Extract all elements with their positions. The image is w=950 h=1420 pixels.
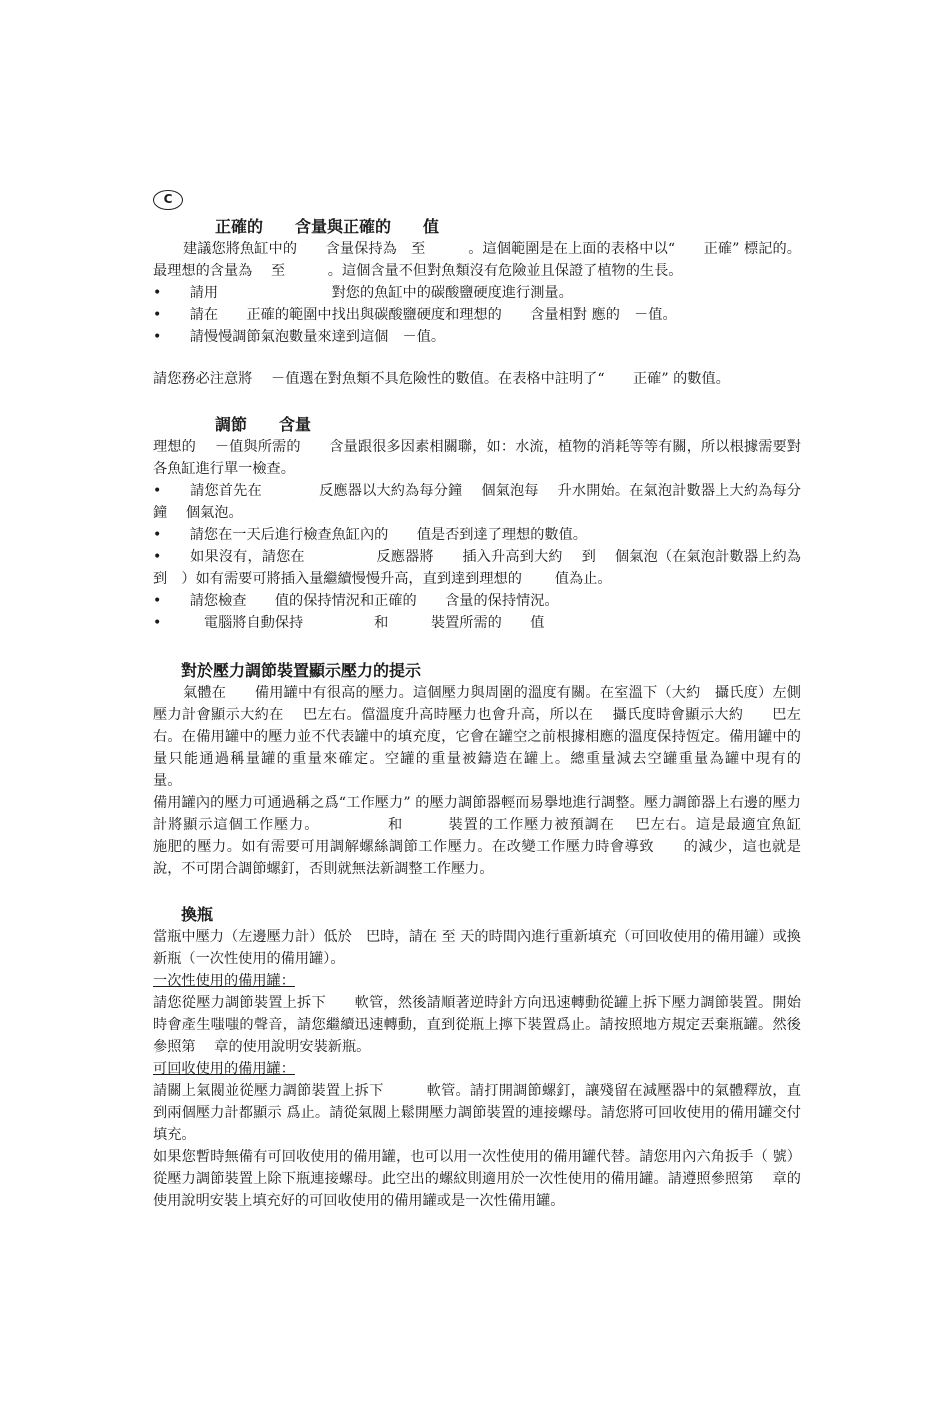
section-title-pressure: 對於壓力調節裝置顯示壓力的提示: [181, 661, 422, 680]
section-title-bottle-change: 換瓶: [181, 905, 214, 924]
subheading-refillable: 可回收使用的備用罐：: [153, 1061, 295, 1077]
bullet-item: • 請您檢查 值的保持情況和正確的 含量的保持情況。: [153, 593, 559, 609]
bullet-item: • 電腦將自動保持 和 裝置所需的 值: [153, 615, 545, 631]
bullet-item: • 請慢慢調節氣泡數量來達到這個 －值。: [153, 329, 446, 345]
pressure-paragraph: 氣體在 備用罐中有很高的壓力。這個壓力與周圍的溫度有關。在室溫下（大約 攝氏度）左側壓力計會顯示大約在 巴左右。儅溫度升高時壓力也會升高，所以在 攝氏度時會顯示大約 巴左右。在備用罐中的壓力並不代表罐中的填充度，它會在罐空之前根據相應的溫度保持恆定。備用罐中的 量只能通過稱量罐的重量來確定。空罐的重量被鑄造在罐上。總重量減去空罐重量為罐中現有的 量。: [153, 685, 830, 789]
bullet-item: • 請在 正確的範圍中找出與碳酸鹽硬度和理想的 含量相對 應的 －值。: [153, 307, 677, 323]
bottle-intro: 當瓶中壓力（左邊壓力計）低於 巴時，請在 至 天的時間內進行重新填充（可回收使用的備用罐）或換新瓶（一次性使用的備用罐）。: [153, 929, 801, 967]
disposable-text: 請您從壓力調節裝置上拆下 軟管，然後請順著逆時針方向迅速轉動從罐上拆下壓力調節裝置。開始時會產生嗤嗤的聲音，請您繼續迅速轉動，直到從瓶上擰下裝置爲止。請按照地方規定丟棄瓶罐。然後參照第 章的使用說明安裝新瓶。: [153, 995, 801, 1055]
bullet-item: • 請您首先在 反應器以大約為每分鐘 個氣泡每 升水開始。在氣泡計數器上大約為每分鐘 個氣泡。: [153, 483, 801, 521]
refillable-text: 請關上氣閥並從壓力調節裝置上拆下 軟管。請打開調節螺釘，讓殘留在減壓器中的氣體釋放，直到兩個壓力計都顯示 爲止。請從氣閥上鬆開壓力調節裝置的連接螺母。請您將可回收使用的備用罐交付填充。: [153, 1083, 801, 1143]
section-title-co2-ph: 正確的 含量與正確的 值: [215, 217, 440, 236]
section-intro: 建議您將魚缸中的 含量保持為 至 。這個範圍是在上面的表格中以“ 正確” 標記的。最理想的含量為 至 。這個含量不但對魚類沒有危險並且保證了植物的生長。: [153, 241, 801, 279]
language-badge: C: [153, 190, 183, 210]
warning-note: 請您務必注意將 －值選在對魚類不具危險性的數值。在表格中註明了“ 正確” 的數值。: [153, 371, 730, 387]
bullet-item: • 如果沒有，請您在 反應器將 插入升高到大約 到 個氣泡（在氣泡計數器上約為 到 ）如有需要可將插入量繼續慢慢升高，直到達到理想的 值為止。: [153, 549, 816, 587]
bullet-item: • 請您在一天后進行檢查魚缸內的 值是否到達了理想的數值。: [153, 527, 587, 543]
pressure-paragraph: 備用罐內的壓力可通過稱之爲“工作壓力” 的壓力調節器輕而易擧地進行調整。壓力調節器上右邊的壓力計將顯示這個工作壓力。 和 裝置的工作壓力被預調在 巴左右。這是最適宜魚缸 施肥的壓力。如有需要可用調解螺絲調節工作壓力。在改變工作壓力時會導致 的減少，這也就是說，不可閉合調節螺釘，否則就無法新調整工作壓力。: [153, 795, 830, 877]
subheading-disposable: 一次性使用的備用罐：: [153, 973, 295, 989]
manual-page: [153, 190, 830, 1212]
section-title-adjust: 調節 含量: [215, 415, 312, 434]
bullet-item: • 請用 對您的魚缸中的碳酸鹽硬度進行測量。: [153, 285, 573, 301]
substitute-text: 如果您暫時無備有可回收使用的備用罐，也可以用一次性使用的備用罐代替。請您用內六角扳手（ 號）從壓力調節裝置上除下瓶連接螺母。此空出的螺紋則適用於一次性使用的備用罐。請遵照參照第 章的使用說明安裝上填充好的可回收使用的備用罐或是一次性備用罐。: [153, 1149, 801, 1209]
section-intro: 理想的 －值與所需的 含量跟很多因素相關聯，如：水流，植物的消耗等等有關，所以根據需要對各魚缸進行單一檢查。: [153, 439, 801, 477]
